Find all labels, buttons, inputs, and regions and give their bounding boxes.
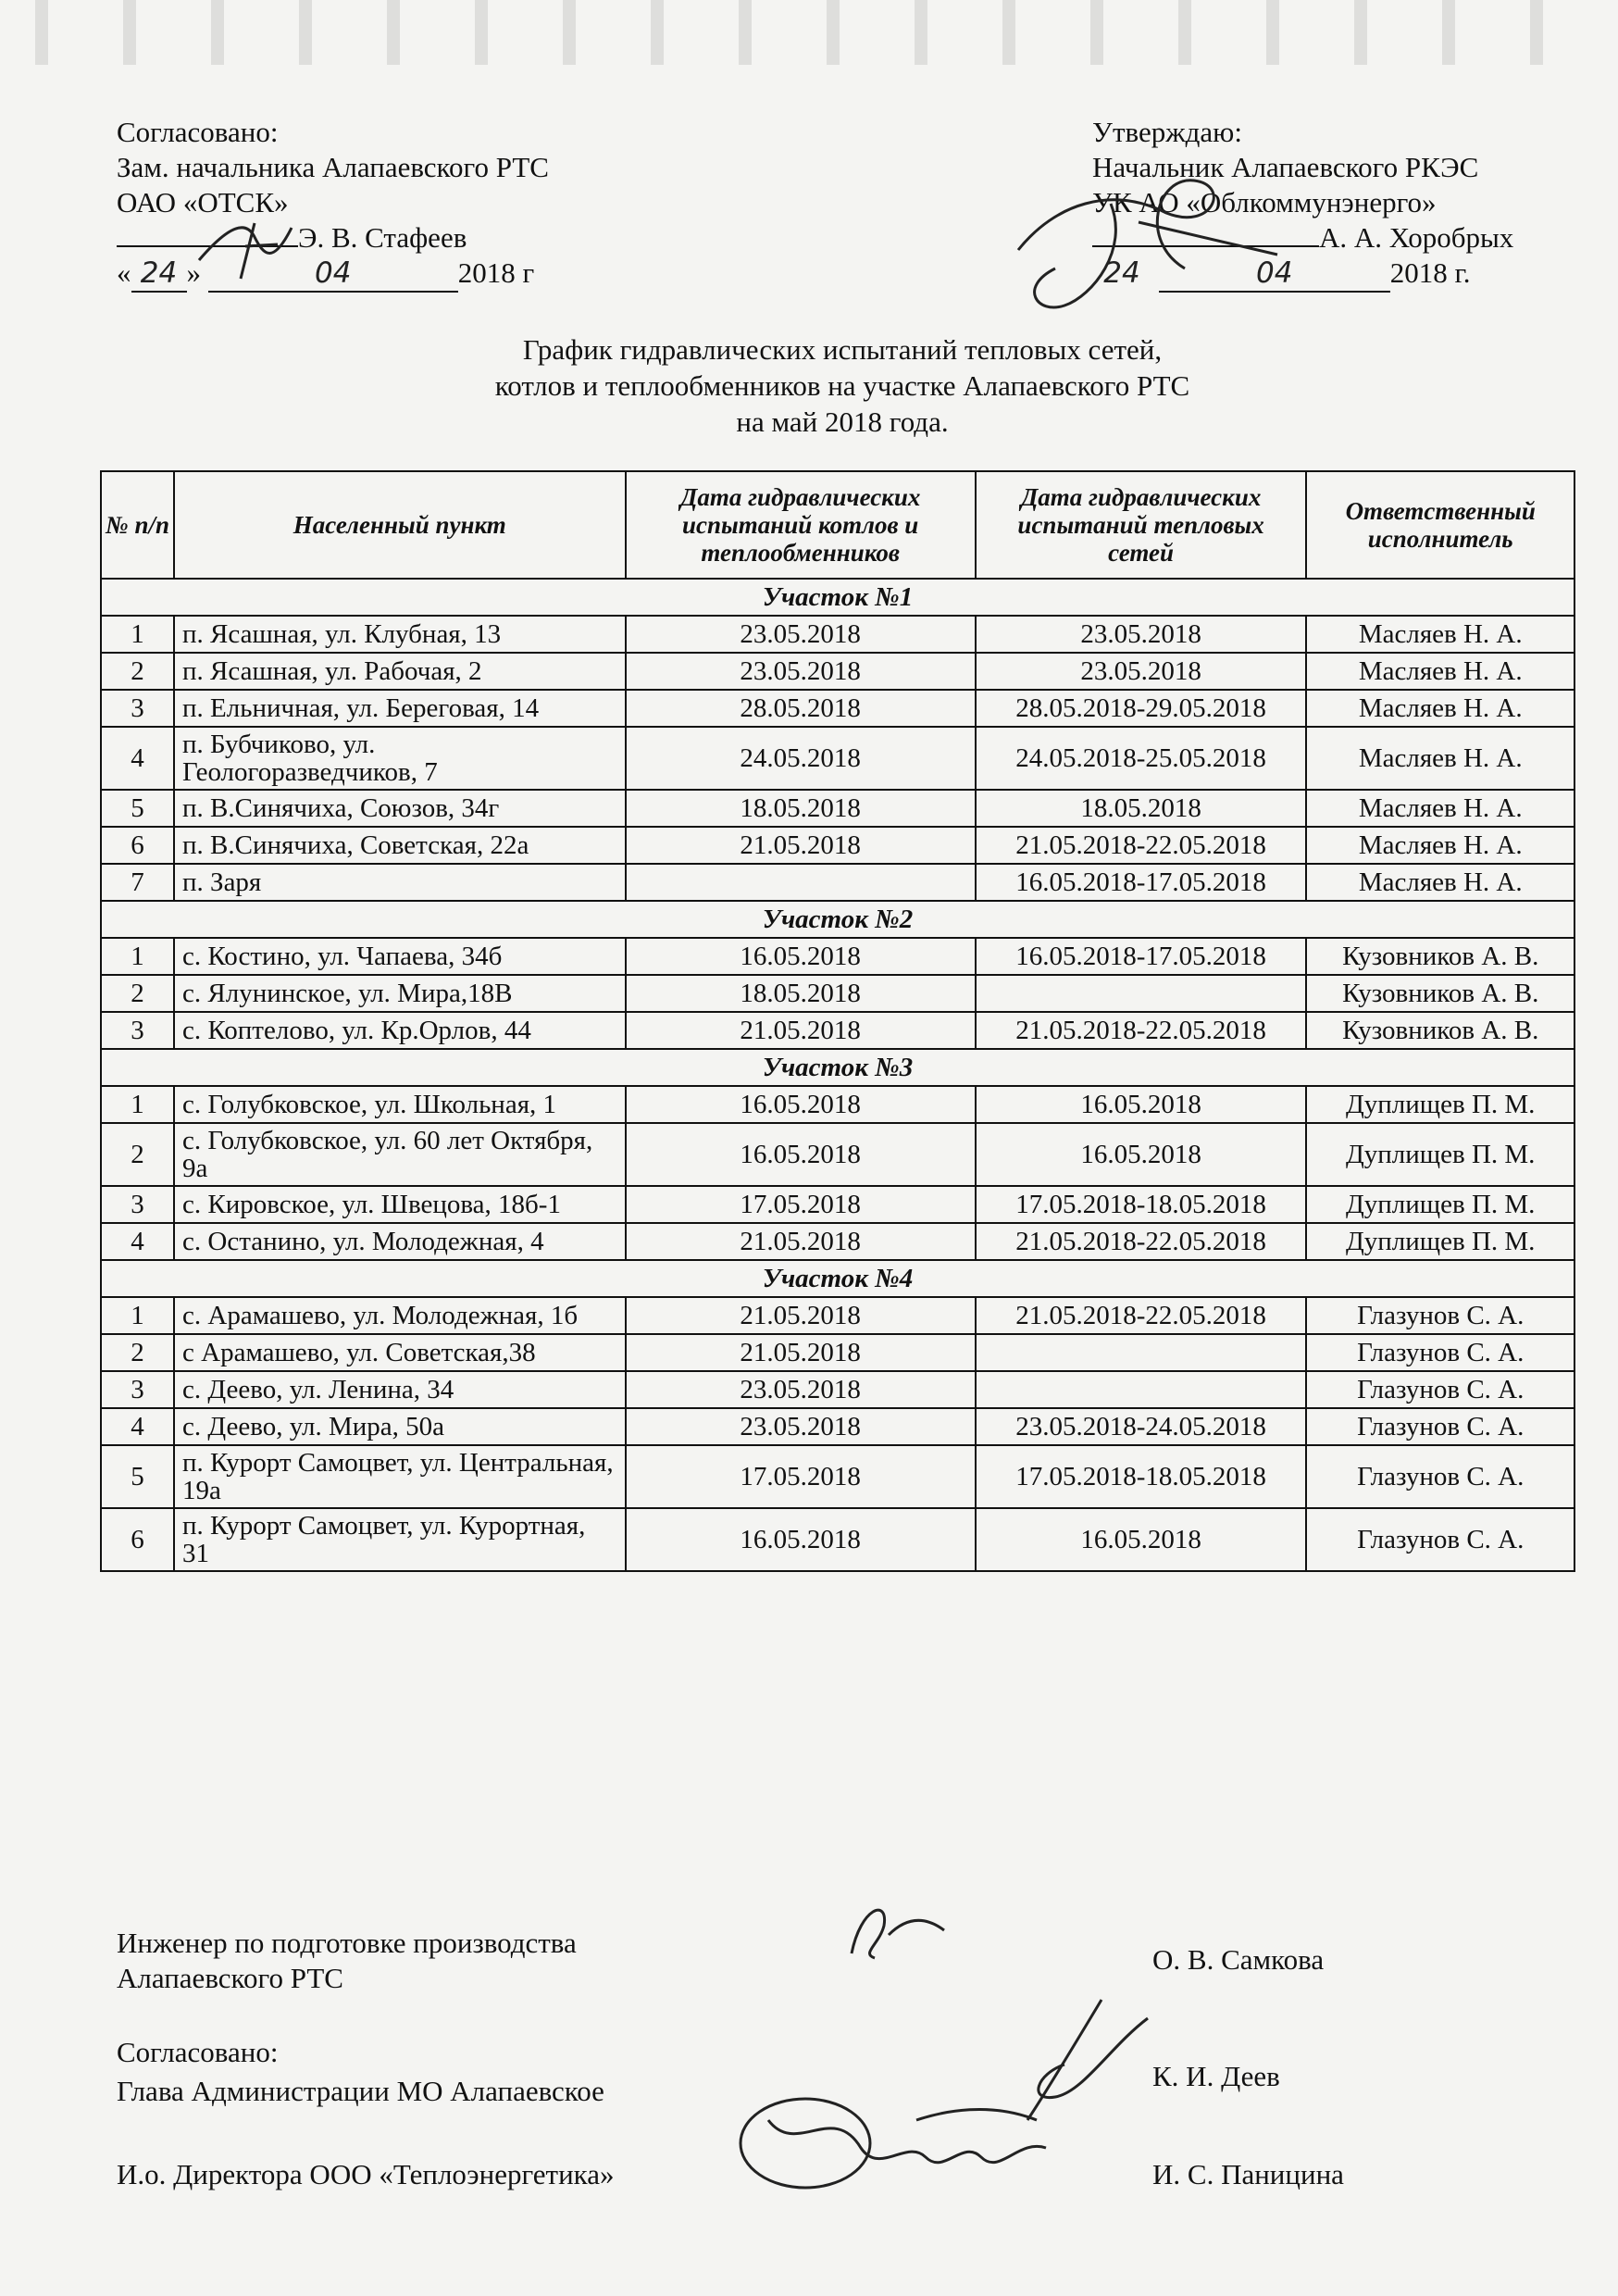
table-row	[101, 1123, 1574, 1186]
row-place: п. Бубчиково, ул. Геологоразведчиков, 7	[174, 727, 626, 790]
table-row	[101, 1508, 1574, 1571]
row-responsible: Глазунов С. А.	[1306, 1334, 1574, 1371]
approval-left-org: ОАО «ОТСК»	[117, 186, 289, 218]
row-date-boilers: 24.05.2018	[626, 727, 976, 790]
row-number: 3	[101, 1186, 174, 1223]
row-responsible: Масляев Н. А.	[1306, 864, 1574, 901]
row-date-networks: 16.05.2018-17.05.2018	[976, 864, 1307, 901]
row-date-boilers: 21.05.2018	[626, 1012, 976, 1049]
signature-samkova-icon	[833, 1889, 963, 1972]
row-date-boilers: 23.05.2018	[626, 616, 976, 653]
row-number: 1	[101, 616, 174, 653]
table-row	[101, 1408, 1574, 1445]
engineer-line-1: Инженер по подготовке производства	[117, 1927, 577, 1959]
row-number: 6	[101, 827, 174, 864]
row-number: 5	[101, 1445, 174, 1508]
row-place: п. Ясашная, ул. Рабочая, 2	[174, 653, 626, 690]
row-responsible: Дуплищев П. М.	[1306, 1123, 1574, 1186]
row-date-boilers: 17.05.2018	[626, 1186, 976, 1223]
table-row	[101, 938, 1574, 975]
row-date-networks	[976, 975, 1307, 1012]
row-number: 4	[101, 1408, 174, 1445]
table-row	[101, 1445, 1574, 1508]
row-responsible: Кузовников А. В.	[1306, 938, 1574, 975]
row-date-boilers: 16.05.2018	[626, 938, 976, 975]
signature-stafeev-icon	[190, 209, 319, 283]
row-date-networks: 16.05.2018-17.05.2018	[976, 938, 1307, 975]
row-responsible: Кузовников А. В.	[1306, 1012, 1574, 1049]
row-place: п. Ельничная, ул. Береговая, 14	[174, 690, 626, 727]
row-responsible: Масляев Н. А.	[1306, 653, 1574, 690]
row-number: 3	[101, 1371, 174, 1408]
row-date-boilers: 23.05.2018	[626, 1408, 976, 1445]
row-date-networks: 21.05.2018-22.05.2018	[976, 1297, 1307, 1334]
row-date-boilers: 18.05.2018	[626, 975, 976, 1012]
row-date-networks: 21.05.2018-22.05.2018	[976, 827, 1307, 864]
row-date-networks: 16.05.2018	[976, 1086, 1307, 1123]
row-responsible: Дуплищев П. М.	[1306, 1086, 1574, 1123]
row-date-networks: 21.05.2018-22.05.2018	[976, 1223, 1307, 1260]
director-name: И. С. Паницина	[1152, 2158, 1344, 2190]
header-place: Населенный пункт	[174, 471, 626, 579]
row-date-networks	[976, 1371, 1307, 1408]
engineer-name: О. В. Самкова	[1152, 1943, 1325, 1976]
row-place: с. Коптелово, ул. Кр.Орлов, 44	[174, 1012, 626, 1049]
row-number: 7	[101, 864, 174, 901]
row-responsible: Масляев Н. А.	[1306, 727, 1574, 790]
row-date-boilers: 21.05.2018	[626, 827, 976, 864]
signature-panitsina-icon	[731, 2083, 1074, 2203]
row-number: 4	[101, 1223, 174, 1260]
row-place: с. Костино, ул. Чапаева, 34б	[174, 938, 626, 975]
table-row	[101, 727, 1574, 790]
row-date-networks: 17.05.2018-18.05.2018	[976, 1445, 1307, 1508]
row-date-boilers: 21.05.2018	[626, 1223, 976, 1260]
row-place: п. Курорт Самоцвет, ул. Центральная, 19а	[174, 1445, 626, 1508]
table-row	[101, 653, 1574, 690]
row-responsible: Дуплищев П. М.	[1306, 1186, 1574, 1223]
row-place: с. Арамашево, ул. Молодежная, 1б	[174, 1297, 626, 1334]
row-date-boilers: 21.05.2018	[626, 1334, 976, 1371]
row-place: п. Курорт Самоцвет, ул. Курортная, 31	[174, 1508, 626, 1571]
row-number: 3	[101, 1012, 174, 1049]
row-date-networks: 23.05.2018-24.05.2018	[976, 1408, 1307, 1445]
table-row	[101, 1223, 1574, 1260]
row-place: с. Деево, ул. Мира, 50а	[174, 1408, 626, 1445]
row-responsible: Масляев Н. А.	[1306, 827, 1574, 864]
document-title	[102, 331, 1583, 440]
approval-right-date-year: 2018 г.	[1389, 256, 1471, 289]
table-row	[101, 1012, 1574, 1049]
head-admin-title: Глава Администрации МО Алапаевское	[117, 2075, 604, 2107]
row-number: 3	[101, 690, 174, 727]
row-place: с Арамашево, ул. Советская,38	[174, 1334, 626, 1371]
approval-right-heading: Утверждаю:	[1092, 116, 1242, 148]
table-row	[101, 1186, 1574, 1223]
row-place: п. Ясашная, ул. Клубная, 13	[174, 616, 626, 653]
schedule-table	[100, 470, 1575, 1572]
row-date-networks: 16.05.2018	[976, 1123, 1307, 1186]
signature-khorobrykh-icon	[1000, 167, 1305, 324]
row-place: п. В.Синячиха, Союзов, 34г	[174, 790, 626, 827]
row-date-boilers	[626, 864, 976, 901]
scan-edge-artifact	[0, 0, 1618, 65]
row-responsible: Глазунов С. А.	[1306, 1508, 1574, 1571]
title-line-2: котлов и теплообменников на участке Алапаевского РТС	[494, 369, 1190, 402]
row-responsible: Масляев Н. А.	[1306, 616, 1574, 653]
row-place: с. Голубковское, ул. Школьная, 1	[174, 1086, 626, 1123]
section-row	[101, 579, 1574, 616]
table-row	[101, 1086, 1574, 1123]
row-number: 2	[101, 1123, 174, 1186]
row-date-networks: 23.05.2018	[976, 616, 1307, 653]
approval-left-name: Э. В. Стафеев	[298, 221, 467, 254]
section-label: Участок №1	[101, 579, 1574, 616]
row-date-boilers: 23.05.2018	[626, 653, 976, 690]
agreed-label: Согласовано:	[117, 2036, 279, 2068]
section-label: Участок №2	[101, 901, 1574, 938]
approval-left-date: « 24 » 04 2018 г	[117, 256, 635, 293]
row-date-boilers: 28.05.2018	[626, 690, 976, 727]
table-body	[101, 579, 1574, 1571]
approval-left-date-month: 04	[208, 256, 458, 293]
row-number: 1	[101, 1086, 174, 1123]
table-header-row	[101, 471, 1574, 579]
approval-left-heading: Согласовано:	[117, 116, 279, 148]
approval-right-date-day: 24	[1103, 256, 1140, 290]
table-row	[101, 616, 1574, 653]
header-responsible: Ответственный исполнитель	[1306, 471, 1574, 579]
row-number: 1	[101, 1297, 174, 1334]
header-date-boilers: Дата гидравлических испытаний котлов и теплообменников	[626, 471, 976, 579]
row-date-boilers: 18.05.2018	[626, 790, 976, 827]
table-row	[101, 790, 1574, 827]
row-number: 2	[101, 975, 174, 1012]
approval-left-date-year: 2018 г	[457, 256, 535, 289]
head-admin-name: К. И. Деев	[1152, 2060, 1280, 2092]
table-row	[101, 864, 1574, 901]
row-responsible: Масляев Н. А.	[1306, 790, 1574, 827]
row-responsible: Масляев Н. А.	[1306, 690, 1574, 727]
row-date-boilers: 23.05.2018	[626, 1371, 976, 1408]
row-date-networks: 28.05.2018-29.05.2018	[976, 690, 1307, 727]
row-number: 1	[101, 938, 174, 975]
engineer-line-2: Алапаевского РТС	[117, 1962, 343, 1994]
row-responsible: Глазунов С. А.	[1306, 1297, 1574, 1334]
engineer-block	[117, 1926, 577, 1996]
row-date-networks: 16.05.2018	[976, 1508, 1307, 1571]
row-date-networks: 18.05.2018	[976, 790, 1307, 827]
table-row	[101, 1371, 1574, 1408]
row-date-boilers: 16.05.2018	[626, 1508, 976, 1571]
row-place: п. В.Синячиха, Советская, 22а	[174, 827, 626, 864]
approval-right-name: А. А. Хоробрых	[1319, 221, 1514, 254]
row-date-networks: 21.05.2018-22.05.2018	[976, 1012, 1307, 1049]
approval-right-date-month: 04	[1159, 256, 1390, 293]
table-row	[101, 1297, 1574, 1334]
row-date-networks: 17.05.2018-18.05.2018	[976, 1186, 1307, 1223]
row-responsible: Глазунов С. А.	[1306, 1408, 1574, 1445]
approval-right-org: УК АО «Облкоммунэнерго»	[1092, 186, 1437, 218]
approval-left-position: Зам. начальника Алапаевского РТС	[117, 151, 549, 183]
row-place: с. Голубковское, ул. 60 лет Октября, 9а	[174, 1123, 626, 1186]
row-number: 6	[101, 1508, 174, 1571]
table-row	[101, 1334, 1574, 1371]
row-date-boilers: 17.05.2018	[626, 1445, 976, 1508]
header-num: № п/п	[101, 471, 174, 579]
row-date-boilers: 21.05.2018	[626, 1297, 976, 1334]
approval-right-position: Начальник Алапаевского РКЭС	[1092, 151, 1479, 183]
row-responsible: Дуплищев П. М.	[1306, 1223, 1574, 1260]
table-row	[101, 975, 1574, 1012]
row-number: 2	[101, 653, 174, 690]
row-place: с. Останино, ул. Молодежная, 4	[174, 1223, 626, 1260]
row-date-networks	[976, 1334, 1307, 1371]
section-row	[101, 1049, 1574, 1086]
section-label: Участок №3	[101, 1049, 1574, 1086]
row-responsible: Глазунов С. А.	[1306, 1445, 1574, 1508]
table-row	[101, 827, 1574, 864]
row-place: с. Кировское, ул. Швецова, 18б-1	[174, 1186, 626, 1223]
approval-left-date-day: 24	[131, 256, 187, 293]
row-date-networks: 24.05.2018-25.05.2018	[976, 727, 1307, 790]
row-place: с. Деево, ул. Ленина, 34	[174, 1371, 626, 1408]
section-row	[101, 901, 1574, 938]
table-row	[101, 690, 1574, 727]
row-number: 4	[101, 727, 174, 790]
title-line-3: на май 2018 года.	[736, 406, 949, 438]
row-date-networks: 23.05.2018	[976, 653, 1307, 690]
row-place: с. Ялунинское, ул. Мира,18В	[174, 975, 626, 1012]
row-number: 5	[101, 790, 174, 827]
title-line-1: График гидравлических испытаний тепловых сетей,	[522, 333, 1163, 366]
section-label: Участок №4	[101, 1260, 1574, 1297]
header-date-networks: Дата гидравлических испытаний тепловых сетей	[976, 471, 1307, 579]
row-place: п. Заря	[174, 864, 626, 901]
row-number: 2	[101, 1334, 174, 1371]
section-row	[101, 1260, 1574, 1297]
row-responsible: Кузовников А. В.	[1306, 975, 1574, 1012]
director-title: И.о. Директора ООО «Теплоэнергетика»	[117, 2158, 615, 2190]
row-date-boilers: 16.05.2018	[626, 1123, 976, 1186]
row-date-boilers: 16.05.2018	[626, 1086, 976, 1123]
row-responsible: Глазунов С. А.	[1306, 1371, 1574, 1408]
